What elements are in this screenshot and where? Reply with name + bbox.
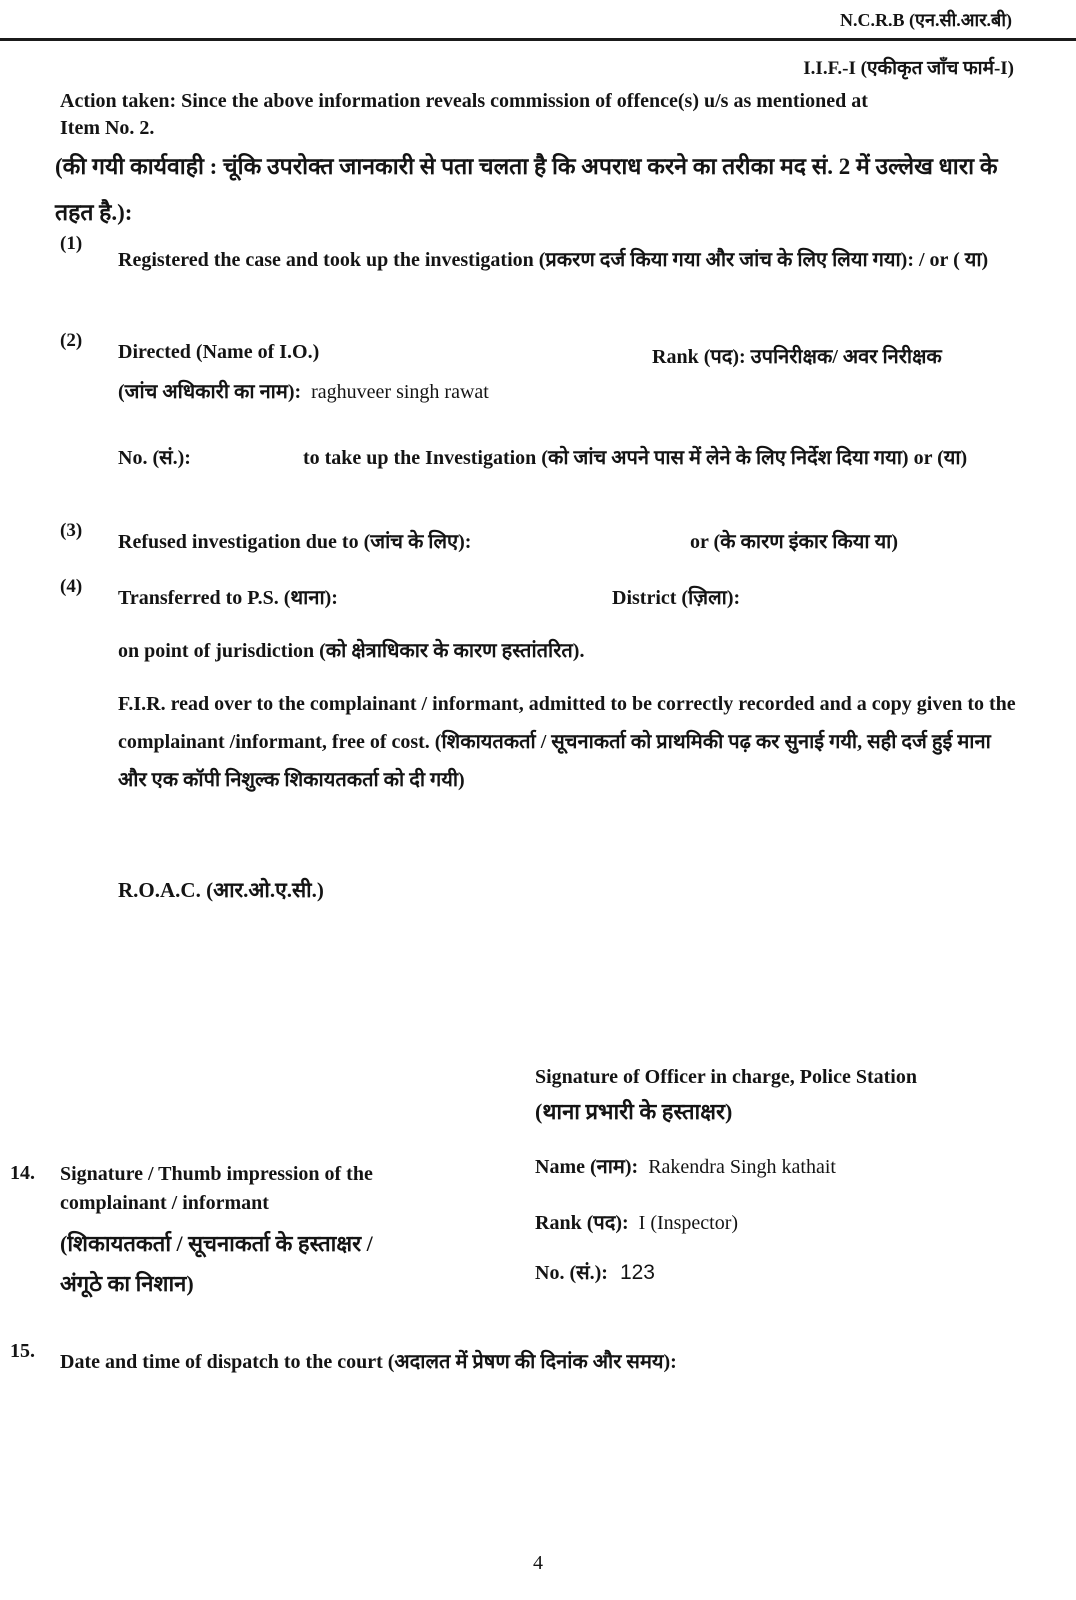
item-2-io-line xyxy=(118,372,643,412)
header-divider xyxy=(0,38,1076,41)
item-14-number: 14. xyxy=(10,1162,35,1184)
item-2-directed-block xyxy=(118,332,643,412)
officer-name-label: Name (नाम): xyxy=(535,1156,639,1178)
ncrb-header: N.C.R.B (एन.सी.आर.बी) xyxy=(840,10,1012,30)
action-taken-text-hi: (की गयी कार्यवाही : चूंकि उपरोक्त जानकारी से पता चलता है कि अपराध करने का तरीका मद सं. 2 में उल्लेख धारा के तहत है.): xyxy=(55,154,998,225)
item-2-rank-label: Rank (पद): xyxy=(652,346,746,368)
officer-name-row xyxy=(535,1152,836,1179)
item-4-district-label: District (ज़िला): xyxy=(612,587,741,609)
item-2-io-label: (जांच अधिकारी का नाम): xyxy=(118,381,302,403)
officer-rank-label: Rank (पद): xyxy=(535,1212,629,1234)
item-4-number: (4) xyxy=(60,576,83,597)
officer-no-row xyxy=(535,1258,655,1285)
item-1-number: (1) xyxy=(60,233,83,254)
item-2-rank-value: उपनिरीक्षक/ अवर निरीक्षक xyxy=(750,346,942,368)
form-title: I.I.F.-I (एकीकृत जाँच फार्म-I) xyxy=(803,58,1014,79)
io-number-line xyxy=(118,436,1008,480)
item-15-label: Date and time of dispatch to the court (अदालत में प्रेषण की दिनांक और समय): xyxy=(60,1351,677,1373)
officer-signature-block xyxy=(535,1060,1010,1130)
item-3-or-text: or (के कारण इंकार किया या) xyxy=(690,531,899,553)
officer-name-value: Rakendra Singh kathait xyxy=(648,1156,836,1178)
item-4-ps-label: Transferred to P.S. (थाना): xyxy=(118,587,338,609)
item-14-label-en: Signature / Thumb impression of the complainant / informant xyxy=(60,1163,373,1214)
jurisdiction-note: on point of jurisdiction (को क्षेत्राधिकार के कारण हस्तांतरित). xyxy=(118,640,585,662)
item-15-number: 15. xyxy=(10,1340,35,1362)
officer-rank-row xyxy=(535,1208,738,1235)
item-2-rank-block xyxy=(652,336,1012,378)
roac-label: R.O.A.C. (आर.ओ.ए.सी.) xyxy=(118,878,324,902)
fir-read-over-note: F.I.R. read over to the complainant / informant, admitted to be correctly recorded and a copy given to the complainant /informant, free of cost. (शिकायतकर्ता / सूचनाकर्ता को प्राथमिकी पढ़ कर सुनाई गयी, सही दर्ज हुई माना और एक कॉपी निशुल्क शिकायतकर्ता को दी गयी) xyxy=(118,693,1016,791)
item-3-number: (3) xyxy=(60,520,83,541)
item-2-directed-label: Directed (Name of I.O.) xyxy=(118,341,320,363)
officer-rank-value: I (Inspector) xyxy=(638,1212,739,1234)
page-number: 4 xyxy=(533,1552,543,1574)
officer-no-value: 123 xyxy=(619,1261,655,1284)
item-14-label-hi: (शिकायतकर्ता / सूचनाकर्ता के हस्ताक्षर /अंगूठे का निशान) xyxy=(60,1231,373,1296)
officer-signature-title-en: Signature of Officer in charge, Police Station xyxy=(535,1066,917,1088)
action-taken-text-en: Action taken: Since the above information reveals commission of offence(s) u/s as mentioned at Item No. 2. xyxy=(60,90,868,139)
item-3-label: Refused investigation due to (जांच के लिए): xyxy=(118,531,472,553)
item-1-text: Registered the case and took up the investigation (प्रकरण दर्ज किया गया और जांच के लिए लिया गया): / or ( या) xyxy=(118,249,989,271)
item-2-io-name-value: raghuveer singh rawat xyxy=(311,381,489,403)
officer-no-label: No. (सं.): xyxy=(535,1262,608,1284)
io-number-label: No. (सं.): xyxy=(118,447,191,469)
io-number-text: to take up the Investigation (को जांच अपने पास में लेने के लिए निर्देश दिया गया) or (या) xyxy=(302,447,968,469)
item-2-number: (2) xyxy=(60,330,83,351)
officer-signature-title-hi: (थाना प्रभारी के हस्ताक्षर) xyxy=(535,1099,733,1124)
item-14-block xyxy=(60,1160,395,1304)
